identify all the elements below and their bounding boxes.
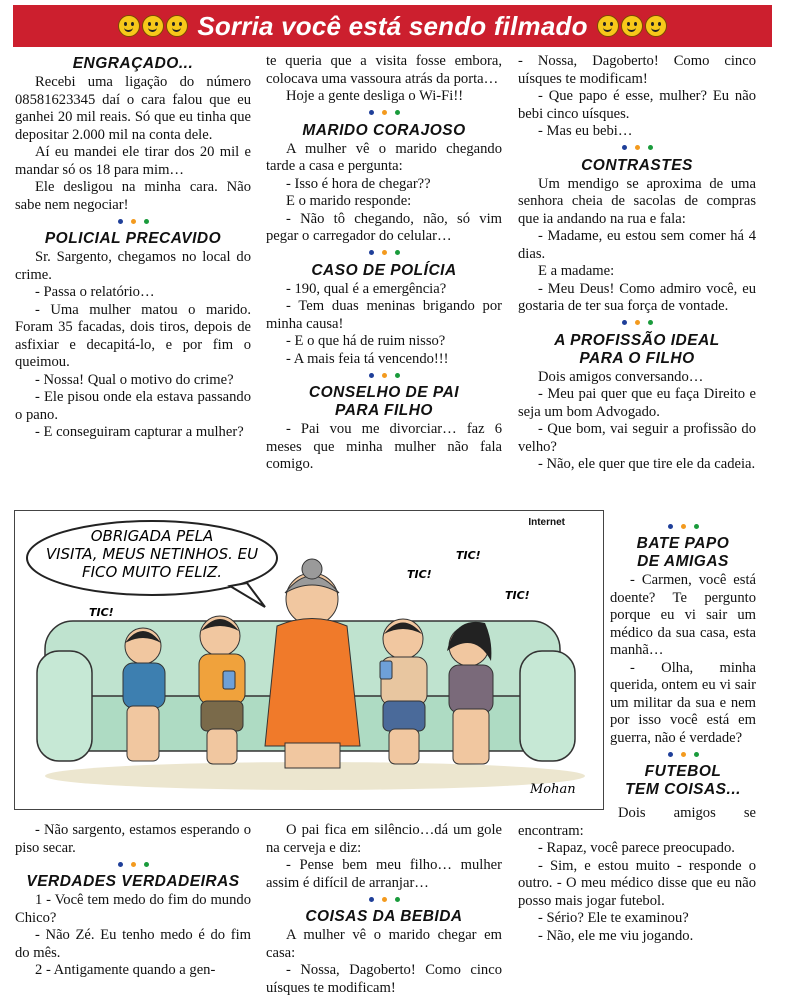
joke-title-conselho [266, 384, 502, 420]
joke-paragraph-continued [518, 53, 756, 88]
separator-dots [610, 747, 756, 761]
column-1-bottom [15, 822, 251, 980]
child-body [199, 654, 245, 704]
dot-orange [635, 145, 640, 150]
joke-paragraph: Um mendigo se aproxima de uma senhora cheia de sacolas de compras que ia andando na rua e fala: [518, 175, 756, 227]
joke-paragraph: - Rapaz, você parece preocupado. [538, 840, 735, 856]
dot-green [395, 897, 400, 902]
joke-title-line: BATE PAPO [636, 535, 730, 552]
child-legs [383, 701, 425, 731]
column-3-middle [610, 519, 756, 800]
dot-orange [681, 524, 686, 529]
joke-paragraph: - E conseguiram capturar a mulher? [35, 424, 244, 440]
joke-paragraph: - Olha, minha querida, ontem eu vi sair um militar da sua e nem por isso você está em guerra, não é verdade? [610, 659, 756, 746]
smiley-icon-group-right [596, 15, 668, 37]
joke-title-caso: CASO DE POLÍCIA [311, 261, 457, 279]
joke-paragraph: - Não tô chegando, não, só vim pegar o carregador do celular… [266, 210, 502, 244]
smiley-icon [621, 15, 643, 37]
joke-paragraph: - Pense bem meu filho… mulher assim é difícil de arranjar… [266, 857, 502, 891]
joke-title-line: PARA FILHO [335, 402, 433, 419]
separator-dots [518, 316, 756, 330]
dot-green [395, 250, 400, 255]
grandma-hair-bun [302, 559, 322, 579]
dot-orange [382, 373, 387, 378]
dot-orange [382, 250, 387, 255]
joke-paragraph: Hoje a gente desliga o Wi-Fi!! [286, 88, 464, 104]
tic-sound: TIC! [407, 568, 432, 581]
dot-blue [668, 752, 673, 757]
joke-paragraph: - Não, ele me viu jogando. [538, 927, 694, 944]
joke-paragraph: - Carmen, você está doente? Te pergunto porque eu vi sair um médico da sua casa, esta manhã… [610, 572, 756, 658]
separator-dots [266, 892, 502, 906]
smiley-icon [645, 15, 667, 37]
joke-paragraph: Aí eu mandei ele tirar dos 20 mil e mandar só os 18 para mim… [15, 144, 251, 178]
joke-paragraph: - Que bom, vai seguir a profissão do velho? [518, 421, 756, 455]
dot-blue [369, 373, 374, 378]
joke-paragraph: Sr. Sargento, chegamos no local do crime. [15, 249, 251, 283]
joke-paragraph: - Ele pisou onde ela estava passando o pano. [15, 389, 251, 423]
joke-paragraph: - Isso é hora de chegar?? [286, 175, 431, 192]
phone [380, 661, 392, 679]
dot-orange [681, 752, 686, 757]
speech-line: VISITA, MEUS NETINHOS. EU [45, 545, 259, 563]
joke-title-profissao [518, 332, 756, 368]
child-legs [389, 729, 419, 764]
joke-title-line: CONSELHO DE PAI [308, 384, 460, 401]
dot-green [648, 320, 653, 325]
artist-signature: Mohan [530, 782, 576, 797]
smiley-icon [142, 15, 164, 37]
speech-bubble-tail [230, 583, 265, 607]
joke-paragraph: - Nossa, Dagoberto! Como cinco uísques te modificam! [518, 53, 756, 87]
separator-dots [610, 519, 756, 533]
separator-dots [15, 214, 251, 228]
grandma-dress [265, 619, 360, 747]
child-legs [201, 701, 243, 731]
joke-title-line: A PROFISSÃO IDEAL [554, 331, 720, 349]
dot-green [144, 862, 149, 867]
joke-paragraph: - Nossa! Qual o motivo do crime? [35, 371, 234, 388]
joke-paragraph: Ele desligou na minha cara. Não sabe nem negociar! [15, 179, 251, 213]
dot-blue [118, 219, 123, 224]
joke-paragraph: A mulher vê o marido chegando tarde a casa e pergunta: [266, 140, 502, 174]
page-banner [13, 5, 772, 47]
joke-paragraph: - Nossa, Dagoberto! Como cinco uísques te modificam! [266, 962, 502, 996]
cartoon-drawing [15, 511, 603, 809]
joke-title-line: FUTEBOL [644, 763, 722, 780]
joke-paragraph: A mulher vê o marido chegar em casa: [266, 927, 502, 961]
joke-paragraph: - 190, qual é a emergência? [286, 280, 447, 297]
joke-paragraph: - Passa o relatório… [35, 284, 155, 300]
dot-green [144, 219, 149, 224]
dot-orange [635, 320, 640, 325]
separator-dots [266, 246, 502, 260]
column-3-top [518, 53, 756, 474]
joke-paragraph: Dois amigos se encontram: [518, 805, 756, 839]
joke-title-contrastes: CONTRASTES [581, 156, 693, 174]
tic-sound: TIC! [89, 606, 114, 619]
joke-title-verdades: VERDADES VERDADEIRAS [26, 873, 240, 890]
joke-paragraph: Recebi uma ligação do número 08581623345 daí o cara falou que eu ganhei 20 mil reais. Só que eu tinha que depositar 2.000 mil na conta dele. [15, 74, 251, 143]
column-2-top [266, 53, 502, 474]
joke-paragraph: - Uma mulher matou o marido. Foram 35 facadas, dois tiros, depois de asfixiar e decapitá-lo, e por fim o queimou. [15, 301, 251, 370]
joke-title-bate-papo [610, 535, 756, 571]
smiley-icon [166, 15, 188, 37]
dot-green [395, 373, 400, 378]
separator-dots [518, 141, 756, 155]
joke-paragraph: - Que papo é esse, mulher? Eu não bebi cinco uísques. [518, 88, 756, 122]
child-body [449, 665, 493, 713]
tic-sound: TIC! [456, 549, 481, 562]
joke-title-bebida: COISAS DA BEBIDA [305, 908, 463, 925]
dot-orange [131, 862, 136, 867]
smiley-icon [597, 15, 619, 37]
speech-line: OBRIGADA PELA [90, 527, 214, 545]
child-body [123, 663, 165, 708]
page-title: Sorria você está sendo filmado [197, 10, 588, 41]
tic-sound: TIC! [505, 589, 530, 602]
dot-blue [622, 320, 627, 325]
dot-blue [118, 862, 123, 867]
sofa-arm-right [520, 651, 575, 761]
dot-blue [369, 897, 374, 902]
child-legs [127, 706, 159, 761]
smiley-icon-group-left [117, 15, 189, 37]
joke-paragraph: - Tem duas meninas brigando por minha causa! [266, 298, 502, 332]
joke-title-line: DE AMIGAS [637, 553, 729, 570]
joke-title-line: TEM COISAS... [625, 781, 741, 798]
dot-blue [622, 145, 627, 150]
joke-paragraph: - Mas eu bebi… [538, 123, 633, 139]
grandma-legs [285, 743, 340, 768]
joke-paragraph: E a madame: [538, 263, 615, 279]
speech-line: FICO MUITO FELIZ. [81, 563, 223, 581]
joke-title-policial: POLICIAL PRECAVIDO [44, 230, 222, 247]
joke-paragraph: - Madame, eu estou sem comer há 4 dias. [518, 228, 756, 262]
phone [223, 671, 235, 689]
dot-blue [668, 524, 673, 529]
dot-blue [369, 250, 374, 255]
joke-paragraph: - E o que há de ruim nisso? [286, 333, 446, 349]
joke-title-engracado: ENGRAÇADO... [72, 55, 194, 72]
joke-paragraph: Dois amigos conversando… [538, 368, 704, 385]
dot-orange [382, 897, 387, 902]
joke-paragraph: - Sim, e estou muito - responde o outro. - O meu médico disse que eu não posso mais jogar futebol. [518, 857, 756, 909]
column-3-bottom [518, 805, 756, 945]
joke-paragraph: - A mais feia tá vencendo!!! [286, 350, 449, 367]
joke-paragraph: O pai fica em silêncio…dá um gole na cerveja e diz: [266, 822, 502, 856]
dot-green [694, 524, 699, 529]
separator-dots [266, 368, 502, 382]
joke-paragraph: - Não sargento, estamos esperando o piso secar. [15, 822, 251, 856]
image-credit: Internet [528, 517, 565, 528]
joke-title-line: PARA O FILHO [579, 349, 695, 367]
separator-dots [15, 857, 251, 871]
dot-green [694, 752, 699, 757]
child-legs [207, 729, 237, 764]
joke-title-futebol [610, 763, 756, 799]
separator-dots [266, 106, 502, 120]
joke-paragraph: E o marido responde: [286, 193, 412, 209]
column-2-bottom [266, 822, 502, 996]
column-1-top [15, 53, 251, 442]
sofa-arm-left [37, 651, 92, 761]
joke-paragraph: te queria que a visita fosse embora, colocava uma vassoura atrás da porta… [266, 53, 502, 87]
dot-green [648, 145, 653, 150]
joke-paragraph: - Pai vou me divorciar… faz 6 meses que minha mulher não fala comigo. [266, 421, 502, 472]
dot-blue [369, 110, 374, 115]
child-legs [453, 709, 489, 764]
joke-paragraph: - Sério? Ele te examinou? [538, 910, 689, 926]
smiley-icon [118, 15, 140, 37]
dot-orange [382, 110, 387, 115]
joke-paragraph: - Meu pai quer que eu faça Direito e seja um bom Advogado. [518, 386, 756, 420]
dot-green [395, 110, 400, 115]
joke-paragraph: - Não Zé. Eu tenho medo é do fim do mês. [15, 927, 251, 961]
cartoon-illustration [14, 510, 604, 810]
dot-orange [131, 219, 136, 224]
joke-paragraph: - Não, ele quer que tire ele da cadeia. [538, 456, 756, 472]
joke-paragraph: - Meu Deus! Como admiro você, eu gostaria de ter sua força de vontade. [518, 280, 756, 314]
joke-paragraph: 2 - Antigamente quando a gen- [35, 962, 216, 978]
joke-title-marido: MARIDO CORAJOSO [302, 121, 466, 139]
joke-paragraph: 1 - Você tem medo do fim do mundo Chico? [15, 892, 251, 926]
